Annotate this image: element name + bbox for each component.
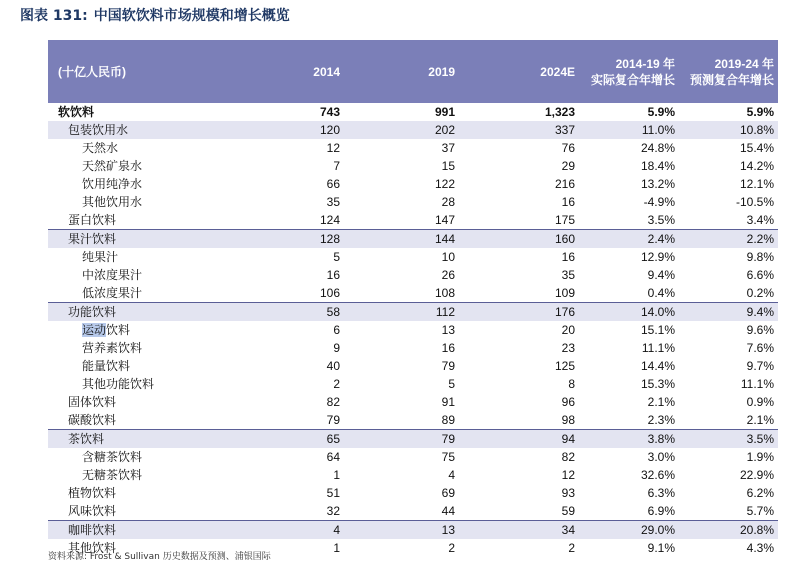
header-cagr-forecast-label: 预测复合年增长: [689, 72, 774, 87]
cell-2014: 64: [326, 450, 340, 464]
table-row: [48, 230, 778, 249]
cell-cagr-actual: 32.6%: [640, 468, 675, 482]
row-name: 碳酸饮料: [68, 413, 117, 427]
row-name: 包装饮用水: [48, 121, 234, 139]
row-name: 营养素饮料: [82, 341, 143, 355]
cell-2014: 6: [333, 323, 340, 337]
table-row: [48, 321, 778, 339]
cell-cagr-forecast: 9.7%: [746, 359, 774, 373]
cell-2019: 10: [441, 250, 455, 264]
row-name: 无糖茶饮料: [82, 468, 143, 482]
cell-2024e: 8: [568, 377, 575, 391]
row-name: 咖啡饮料: [48, 521, 234, 540]
cell-2024e: 76: [561, 141, 575, 155]
cell-2024e: 16: [561, 250, 575, 264]
cell-2019: 122: [434, 177, 455, 191]
cell-2019: 991: [434, 105, 455, 119]
cell-2024e: 2: [568, 541, 575, 555]
cell-2019: 112: [344, 303, 459, 322]
cell-2014: 51: [326, 486, 340, 500]
row-name: 蛋白饮料: [68, 213, 117, 227]
table-row: [48, 484, 778, 502]
cell-cagr-actual: 3.8%: [579, 430, 679, 449]
cell-2024e: 175: [554, 213, 575, 227]
cell-cagr-forecast: 6.6%: [746, 268, 774, 282]
cell-cagr-forecast: 9.8%: [746, 250, 774, 264]
row-name: 风味饮料: [68, 504, 117, 518]
row-name: 低浓度果汁: [82, 286, 143, 300]
cell-cagr-forecast: 3.5%: [679, 430, 778, 449]
header-2019: 2019: [344, 40, 459, 103]
cell-cagr-forecast: 9.6%: [746, 323, 774, 337]
cell-2014: 66: [326, 177, 340, 191]
cell-2019: 37: [441, 141, 455, 155]
cell-2024e: 216: [554, 177, 575, 191]
cell-cagr-actual: -4.9%: [643, 195, 675, 209]
cell-2019: 79: [344, 430, 459, 449]
cell-cagr-forecast: 7.6%: [746, 341, 774, 355]
cell-cagr-forecast: 11.1%: [740, 377, 774, 391]
cell-2014: 79: [326, 413, 340, 427]
cell-2014: 2: [333, 377, 340, 391]
cell-cagr-forecast: 22.9%: [739, 468, 774, 482]
cell-cagr-actual: 29.0%: [579, 521, 679, 540]
cell-cagr-actual: 24.8%: [640, 141, 675, 155]
cell-2019: 89: [441, 413, 455, 427]
table-row: [48, 121, 778, 139]
row-name: 饮用纯净水: [82, 177, 143, 191]
cell-cagr-forecast: -10.5%: [735, 195, 774, 209]
row-name: 天然水: [82, 141, 119, 155]
cell-2019: 13: [344, 521, 459, 540]
header-2024e: 2024E: [459, 40, 579, 103]
market-size-table: [48, 40, 778, 557]
header-cagr-forecast: [679, 40, 778, 103]
cell-2019: 15: [441, 159, 455, 173]
row-name: 果汁饮料: [48, 230, 234, 249]
cell-cagr-actual: 13.2%: [640, 177, 675, 191]
cell-cagr-forecast: 9.4%: [679, 303, 778, 322]
cell-cagr-forecast: 10.8%: [679, 121, 778, 139]
row-name: 天然矿泉水: [82, 159, 143, 173]
cell-2014: 1: [333, 468, 340, 482]
row-name: 软饮料: [58, 105, 95, 119]
cell-cagr-actual: 9.4%: [647, 268, 675, 282]
cell-2024e: 1,323: [544, 105, 575, 119]
cell-cagr-forecast: 5.9%: [746, 105, 774, 119]
cell-2019: 4: [448, 468, 455, 482]
table-row: [48, 393, 778, 411]
cell-2024e: 160: [459, 230, 579, 249]
cell-cagr-forecast: 1.9%: [746, 450, 774, 464]
cell-cagr-actual: 3.0%: [647, 450, 675, 464]
cell-2019: 16: [441, 341, 455, 355]
cell-2019: 5: [448, 377, 455, 391]
row-name: 其他饮用水: [82, 195, 143, 209]
header-cagr-actual-label: 实际复合年增长: [590, 72, 675, 87]
row-name: 中浓度果汁: [82, 268, 143, 282]
table-body: [48, 103, 778, 557]
cell-2024e: 59: [561, 504, 575, 518]
cell-cagr-forecast: 0.2%: [746, 286, 774, 300]
row-name: 固体饮料: [68, 395, 117, 409]
row-name: 含糖茶饮料: [82, 450, 143, 464]
cell-cagr-actual: 11.0%: [579, 121, 679, 139]
table-row: [48, 448, 778, 466]
table-row: [48, 157, 778, 175]
table-row: [48, 411, 778, 430]
cell-cagr-actual: 12.9%: [640, 250, 675, 264]
table-row: [48, 193, 778, 211]
cell-2014: 9: [333, 341, 340, 355]
figure-title: [20, 6, 296, 26]
table-row: [48, 284, 778, 303]
table-row: [48, 303, 778, 322]
header-2014: 2014: [234, 40, 344, 103]
table-row: [48, 175, 778, 193]
table-row: [48, 266, 778, 284]
row-name: 其他饮料: [68, 541, 117, 555]
cell-cagr-forecast: 4.3%: [746, 541, 774, 555]
cell-2024e: 176: [459, 303, 579, 322]
cell-cagr-forecast: 12.1%: [739, 177, 774, 191]
cell-2024e: 29: [561, 159, 575, 173]
cell-cagr-actual: 2.3%: [647, 413, 675, 427]
cell-2014: 128: [234, 230, 344, 249]
cell-2014: 120: [234, 121, 344, 139]
cell-2014: 106: [319, 286, 340, 300]
cell-cagr-forecast: 2.2%: [679, 230, 778, 249]
cell-cagr-forecast: 20.8%: [679, 521, 778, 540]
cell-2014: 16: [326, 268, 340, 282]
cell-cagr-actual: 3.5%: [647, 213, 675, 227]
table-row: [48, 211, 778, 230]
cell-2014: 35: [326, 195, 340, 209]
table-row: [48, 339, 778, 357]
row-name: 纯果汁: [82, 250, 119, 264]
cell-2019: 26: [441, 268, 455, 282]
cell-2019: 44: [441, 504, 455, 518]
cell-2019: 144: [344, 230, 459, 249]
cell-2019: 202: [344, 121, 459, 139]
cell-2019: 79: [441, 359, 455, 373]
table-row: [48, 521, 778, 540]
cell-2014: 4: [234, 521, 344, 540]
cell-2019: 147: [434, 213, 455, 227]
cell-2024e: 23: [561, 341, 575, 355]
row-name-rest: 饮料: [106, 323, 131, 337]
cell-2024e: 20: [561, 323, 575, 337]
cell-2024e: 93: [561, 486, 575, 500]
cell-2014: 32: [326, 504, 340, 518]
figure-title-text: 中国软饮料市场规模和增长概览: [93, 8, 290, 24]
header-row: [48, 40, 778, 103]
header-cagr-actual-period: 2014-19 年: [615, 56, 675, 71]
cell-2019: 2: [448, 541, 455, 555]
header-unit: (十亿人民币): [48, 40, 234, 103]
table-row: [48, 248, 778, 266]
cell-2024e: 109: [554, 286, 575, 300]
cell-2014: 82: [326, 395, 340, 409]
cell-cagr-actual: 0.4%: [647, 286, 675, 300]
row-name: 能量饮料: [82, 359, 131, 373]
table-row: [48, 502, 778, 521]
header-cagr-actual: [579, 40, 679, 103]
table-row: [48, 357, 778, 375]
cell-cagr-actual: 2.4%: [579, 230, 679, 249]
cell-2014: 743: [319, 105, 340, 119]
cell-2014: 12: [326, 141, 340, 155]
row-name: 茶饮料: [48, 430, 234, 449]
cell-cagr-actual: 6.3%: [647, 486, 675, 500]
cell-2024e: 96: [561, 395, 575, 409]
table-header: [48, 40, 778, 103]
cell-2024e: 337: [459, 121, 579, 139]
cell-cagr-actual: 14.0%: [579, 303, 679, 322]
cell-2019: 28: [441, 195, 455, 209]
row-name: 功能饮料: [48, 303, 234, 322]
cell-2019: 75: [441, 450, 455, 464]
cell-2024e: 35: [561, 268, 575, 282]
cell-2014: 124: [319, 213, 340, 227]
cell-2014: 58: [234, 303, 344, 322]
row-name: [48, 321, 234, 339]
cell-cagr-actual: 2.1%: [647, 395, 675, 409]
row-name: 植物饮料: [68, 486, 117, 500]
cell-2019: 91: [441, 395, 455, 409]
cell-cagr-forecast: 5.7%: [746, 504, 774, 518]
source-note: 资料来源: Frost & Sullivan 历史数据及预测、浦银国际: [48, 552, 271, 562]
cell-cagr-actual: 15.3%: [640, 377, 675, 391]
cell-cagr-actual: 14.4%: [640, 359, 675, 373]
table-row: [48, 430, 778, 449]
cell-cagr-forecast: 6.2%: [746, 486, 774, 500]
cell-2014: 65: [234, 430, 344, 449]
table-row: [48, 375, 778, 393]
cell-cagr-forecast: 14.2%: [739, 159, 774, 173]
cell-2024e: 94: [459, 430, 579, 449]
cell-cagr-actual: 5.9%: [647, 105, 675, 119]
cell-2014: 5: [333, 250, 340, 264]
cell-cagr-actual: 15.1%: [640, 323, 675, 337]
cell-2024e: 34: [459, 521, 579, 540]
cell-2019: 108: [434, 286, 455, 300]
cell-2024e: 12: [561, 468, 575, 482]
cell-2024e: 16: [561, 195, 575, 209]
header-cagr-forecast-period: 2019-24 年: [714, 56, 774, 71]
highlighted-text: 运动: [82, 323, 107, 337]
cell-cagr-forecast: 2.1%: [746, 413, 774, 427]
table-row: [48, 139, 778, 157]
cell-2014: 1: [333, 541, 340, 555]
cell-cagr-actual: 9.1%: [647, 541, 675, 555]
table-row: [48, 466, 778, 484]
cell-cagr-forecast: 3.4%: [746, 213, 774, 227]
cell-cagr-actual: 18.4%: [640, 159, 675, 173]
cell-cagr-actual: 11.1%: [641, 341, 675, 355]
row-name: 其他功能饮料: [82, 377, 155, 391]
cell-2019: 69: [441, 486, 455, 500]
cell-cagr-actual: 6.9%: [647, 504, 675, 518]
cell-2019: 13: [441, 323, 455, 337]
cell-2024e: 125: [554, 359, 575, 373]
cell-2014: 7: [333, 159, 340, 173]
cell-cagr-forecast: 15.4%: [739, 141, 774, 155]
cell-2024e: 82: [561, 450, 575, 464]
cell-cagr-forecast: 0.9%: [746, 395, 774, 409]
table-row: [48, 103, 778, 121]
figure-number: 图表 131:: [20, 8, 88, 24]
cell-2014: 40: [326, 359, 340, 373]
cell-2024e: 98: [561, 413, 575, 427]
